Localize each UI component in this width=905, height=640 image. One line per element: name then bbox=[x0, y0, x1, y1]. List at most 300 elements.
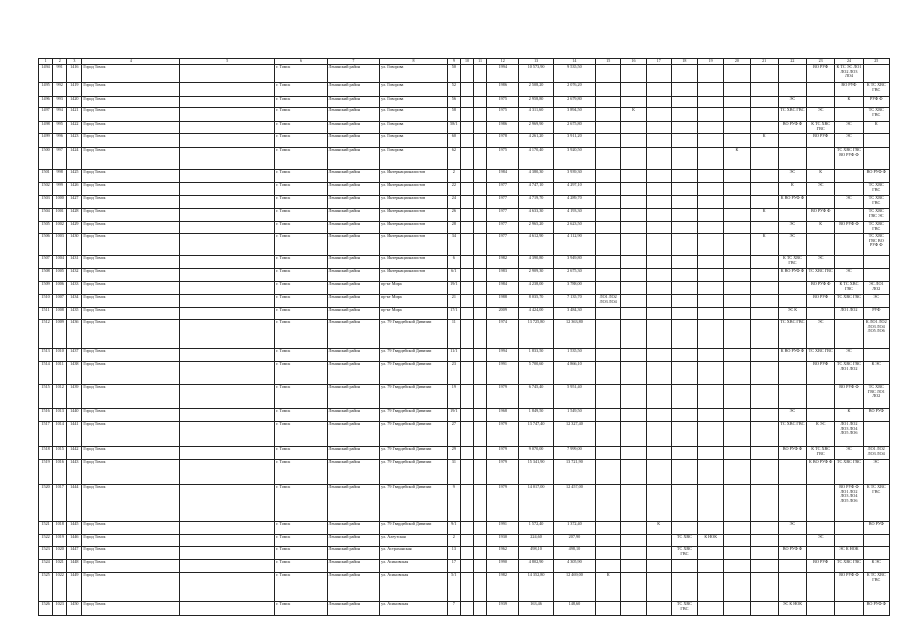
cell-col-1: 1501 bbox=[39, 170, 53, 183]
table-row bbox=[39, 83, 890, 97]
cell-col-16 bbox=[621, 209, 646, 222]
cell-col-4: Город Томск bbox=[82, 108, 180, 122]
cell-col-19 bbox=[698, 256, 724, 269]
cell-col-1: 1522 bbox=[39, 535, 53, 547]
cell-col-17 bbox=[646, 385, 671, 409]
cell-col-19 bbox=[698, 602, 724, 616]
cell-col-15 bbox=[596, 209, 621, 222]
cell-col-6: г. Томск bbox=[275, 447, 327, 460]
cell-col-10 bbox=[460, 522, 473, 535]
cell-col-18 bbox=[671, 560, 697, 573]
cell-col-7: Ленинский район bbox=[327, 134, 379, 148]
cell-col-24: ТС ХВС ГВС bbox=[835, 295, 863, 308]
cell-col-3: 1428 bbox=[67, 209, 82, 222]
cell-col-18 bbox=[671, 362, 697, 385]
cell-col-8: ул. Асиновская bbox=[380, 560, 448, 573]
cell-col-14: 3 939,30 bbox=[553, 170, 595, 183]
cell-col-1: 1495 bbox=[39, 83, 53, 97]
cell-col-9: 28 bbox=[447, 222, 460, 234]
cell-col-10 bbox=[460, 148, 473, 170]
cell-col-13: 5 700,60 bbox=[519, 362, 553, 385]
cell-col-8: ул. 79 Гвардейской Дивизии bbox=[380, 362, 448, 385]
cell-col-13: 2 965,20 bbox=[519, 222, 553, 234]
cell-col-14: 2 623,50 bbox=[553, 222, 595, 234]
cell-col-3: 1447 bbox=[67, 547, 82, 560]
cell-col-11 bbox=[474, 349, 487, 362]
column-header-15: 15 bbox=[596, 59, 621, 65]
table-row bbox=[39, 295, 890, 308]
cell-col-11 bbox=[474, 573, 487, 602]
cell-col-8: ул. 79 Гвардейской Дивизии bbox=[380, 349, 448, 362]
cell-col-4: Город Томск bbox=[82, 447, 180, 460]
cell-col-21 bbox=[750, 183, 778, 196]
cell-col-2: 1021 bbox=[53, 560, 67, 573]
cell-col-16 bbox=[621, 522, 646, 535]
cell-col-18 bbox=[671, 256, 697, 269]
cell-col-25: К ТС ХВС ГВС bbox=[863, 83, 889, 97]
cell-col-23 bbox=[807, 83, 835, 97]
cell-col-1: 1498 bbox=[39, 122, 53, 134]
cell-col-12: 1962 bbox=[487, 547, 519, 560]
cell-col-24 bbox=[835, 602, 863, 616]
cell-col-19 bbox=[698, 234, 724, 256]
cell-col-2: 1016 bbox=[53, 460, 67, 485]
cell-col-1: 1523 bbox=[39, 547, 53, 560]
cell-col-18 bbox=[671, 170, 697, 183]
cell-col-24: ТС ХВС ГВС ЛО1 ЛО2 bbox=[835, 362, 863, 385]
cell-col-4: Город Томск bbox=[82, 362, 180, 385]
cell-col-16 bbox=[621, 547, 646, 560]
cell-col-18 bbox=[671, 183, 697, 196]
cell-col-3: 1450 bbox=[67, 602, 82, 616]
cell-col-24 bbox=[835, 522, 863, 535]
cell-col-13: 4 380,30 bbox=[519, 170, 553, 183]
cell-col-12: 1979 bbox=[487, 485, 519, 522]
cell-col-5 bbox=[180, 295, 275, 308]
cell-col-2: 1000 bbox=[53, 196, 67, 209]
cell-col-23: ВО РУФ bbox=[807, 65, 835, 83]
cell-col-9: 23 bbox=[447, 362, 460, 385]
cell-col-5 bbox=[180, 320, 275, 349]
cell-col-7: Ленинский район bbox=[327, 234, 379, 256]
cell-col-25: ТС ХВС ГВС ЭС bbox=[863, 209, 889, 222]
cell-col-15 bbox=[596, 122, 621, 134]
cell-col-1: 1519 bbox=[39, 460, 53, 485]
cell-col-15 bbox=[596, 362, 621, 385]
cell-col-21 bbox=[750, 65, 778, 83]
cell-col-5 bbox=[180, 97, 275, 108]
table-row bbox=[39, 485, 890, 522]
table-row bbox=[39, 308, 890, 320]
cell-col-21: К bbox=[750, 134, 778, 148]
cell-col-4: Город Томск bbox=[82, 282, 180, 295]
register-table bbox=[38, 58, 890, 616]
cell-col-11 bbox=[474, 256, 487, 269]
cell-col-5 bbox=[180, 134, 275, 148]
cell-col-7: Ленинский район bbox=[327, 222, 379, 234]
cell-col-14: 7 135,70 bbox=[553, 295, 595, 308]
cell-col-12: 1984 bbox=[487, 282, 519, 295]
cell-col-3: 1426 bbox=[67, 183, 82, 196]
cell-col-5 bbox=[180, 170, 275, 183]
cell-col-9: 19/1 bbox=[447, 409, 460, 422]
cell-col-9: 17/1 bbox=[447, 308, 460, 320]
cell-col-19: К НОК bbox=[698, 535, 724, 547]
cell-col-3: 1434 bbox=[67, 295, 82, 308]
cell-col-19 bbox=[698, 222, 724, 234]
table-row bbox=[39, 234, 890, 256]
cell-col-3: 1429 bbox=[67, 222, 82, 234]
cell-col-10 bbox=[460, 134, 473, 148]
cell-col-1: 1520 bbox=[39, 485, 53, 522]
cell-col-19 bbox=[698, 409, 724, 422]
cell-col-19 bbox=[698, 97, 724, 108]
cell-col-6: г. Томск bbox=[275, 295, 327, 308]
cell-col-8: ул. 79 Гвардейской Дивизии bbox=[380, 460, 448, 485]
cell-col-17 bbox=[646, 65, 671, 83]
cell-col-5 bbox=[180, 122, 275, 134]
cell-col-6: г. Томск bbox=[275, 602, 327, 616]
cell-col-15 bbox=[596, 134, 621, 148]
cell-col-12: 1988 bbox=[487, 295, 519, 308]
cell-col-14: 3 920,50 bbox=[553, 148, 595, 170]
cell-col-7: Ленинский район bbox=[327, 295, 379, 308]
cell-col-24 bbox=[835, 234, 863, 256]
cell-col-18 bbox=[671, 97, 697, 108]
cell-col-3: 1430 bbox=[67, 234, 82, 256]
cell-col-2: 1018 bbox=[53, 522, 67, 535]
cell-col-12: 1977 bbox=[487, 196, 519, 209]
cell-col-12: 1986 bbox=[487, 122, 519, 134]
column-header-6: 6 bbox=[275, 59, 327, 65]
cell-col-12: 1991 bbox=[487, 362, 519, 385]
cell-col-18: ТС ХВС ГВС bbox=[671, 547, 697, 560]
cell-col-12: 1977 bbox=[487, 222, 519, 234]
cell-col-18: ТС ХВС ГВС bbox=[671, 602, 697, 616]
cell-col-17 bbox=[646, 422, 671, 447]
cell-col-21 bbox=[750, 122, 778, 134]
cell-col-25: К ТС ХВС ГВС bbox=[863, 485, 889, 522]
cell-col-16 bbox=[621, 362, 646, 385]
cell-col-12: 1977 bbox=[487, 234, 519, 256]
cell-col-16 bbox=[621, 602, 646, 616]
cell-col-3: 1438 bbox=[67, 362, 82, 385]
cell-col-1: 1515 bbox=[39, 385, 53, 409]
cell-col-19 bbox=[698, 460, 724, 485]
cell-col-2: 1003 bbox=[53, 234, 67, 256]
cell-col-15 bbox=[596, 522, 621, 535]
cell-col-15 bbox=[596, 234, 621, 256]
cell-col-21 bbox=[750, 447, 778, 460]
cell-col-18 bbox=[671, 209, 697, 222]
cell-col-7: Ленинский район bbox=[327, 183, 379, 196]
cell-col-15 bbox=[596, 282, 621, 295]
cell-col-13: 163,46 bbox=[519, 602, 553, 616]
cell-col-8: ул. Говорова bbox=[380, 134, 448, 148]
cell-col-23 bbox=[807, 234, 835, 256]
cell-col-10 bbox=[460, 282, 473, 295]
cell-col-24: ЭС К НОК bbox=[835, 547, 863, 560]
cell-col-21: К bbox=[750, 209, 778, 222]
cell-col-7: Ленинский район bbox=[327, 573, 379, 602]
cell-col-2: 1007 bbox=[53, 295, 67, 308]
cell-col-21 bbox=[750, 222, 778, 234]
cell-col-18 bbox=[671, 385, 697, 409]
cell-col-11 bbox=[474, 269, 487, 282]
cell-col-15 bbox=[596, 602, 621, 616]
cell-col-25: ВО РУФ Ф bbox=[863, 602, 889, 616]
cell-col-25 bbox=[863, 65, 889, 83]
cell-col-14: 498,10 bbox=[553, 547, 595, 560]
cell-col-17 bbox=[646, 183, 671, 196]
cell-col-5 bbox=[180, 560, 275, 573]
cell-col-4: Город Томск bbox=[82, 209, 180, 222]
cell-col-25 bbox=[863, 134, 889, 148]
cell-col-20 bbox=[724, 295, 750, 308]
cell-col-16: К bbox=[621, 108, 646, 122]
cell-col-15 bbox=[596, 148, 621, 170]
cell-col-4: Город Томск bbox=[82, 308, 180, 320]
cell-col-22 bbox=[778, 573, 806, 602]
cell-col-21 bbox=[750, 269, 778, 282]
column-header-14: 14 bbox=[553, 59, 595, 65]
cell-col-7: Ленинский район bbox=[327, 409, 379, 422]
cell-col-23 bbox=[807, 573, 835, 602]
cell-col-18 bbox=[671, 422, 697, 447]
cell-col-6: г. Томск bbox=[275, 560, 327, 573]
cell-col-8: ул. 79 Гвардейской Дивизии bbox=[380, 409, 448, 422]
cell-col-1: 1513 bbox=[39, 349, 53, 362]
cell-col-2: 992 bbox=[53, 83, 67, 97]
cell-col-10 bbox=[460, 256, 473, 269]
cell-col-21 bbox=[750, 320, 778, 349]
cell-col-10 bbox=[460, 385, 473, 409]
cell-col-25: ЛО1 ЛО2 ЛО3 ЛО4 bbox=[863, 447, 889, 460]
cell-col-6: г. Томск bbox=[275, 308, 327, 320]
cell-col-21 bbox=[750, 385, 778, 409]
cell-col-7: Ленинский район bbox=[327, 256, 379, 269]
cell-col-25: ВО РУФ bbox=[863, 409, 889, 422]
table-row bbox=[39, 560, 890, 573]
cell-col-3: 1423 bbox=[67, 134, 82, 148]
cell-col-15 bbox=[596, 560, 621, 573]
cell-col-23 bbox=[807, 602, 835, 616]
cell-col-8: ул. Интернационалистов bbox=[380, 183, 448, 196]
cell-col-5 bbox=[180, 83, 275, 97]
cell-col-12: 1977 bbox=[487, 183, 519, 196]
cell-col-6: г. Томск bbox=[275, 148, 327, 170]
cell-col-19 bbox=[698, 547, 724, 560]
cell-col-4: Город Томск bbox=[82, 485, 180, 522]
cell-col-2: 1017 bbox=[53, 485, 67, 522]
cell-col-2: 1008 bbox=[53, 308, 67, 320]
register-sheet bbox=[38, 58, 890, 616]
cell-col-12: 1968 bbox=[487, 409, 519, 422]
cell-col-8: ул. Интернационалистов bbox=[380, 269, 448, 282]
cell-col-9: 60 bbox=[447, 134, 460, 148]
cell-col-13: 4 311,60 bbox=[519, 108, 553, 122]
cell-col-13: 4 390,80 bbox=[519, 256, 553, 269]
cell-col-9: 11/1 bbox=[447, 349, 460, 362]
cell-col-3: 1441 bbox=[67, 422, 82, 447]
cell-col-6: г. Томск bbox=[275, 269, 327, 282]
cell-col-14: 2 076,20 bbox=[553, 83, 595, 97]
cell-col-2: 1002 bbox=[53, 222, 67, 234]
cell-col-16 bbox=[621, 308, 646, 320]
cell-col-3: 1444 bbox=[67, 485, 82, 522]
cell-col-15 bbox=[596, 108, 621, 122]
table-row bbox=[39, 573, 890, 602]
cell-col-3: 1448 bbox=[67, 560, 82, 573]
cell-col-3: 1416 bbox=[67, 65, 82, 83]
cell-col-2: 1022 bbox=[53, 573, 67, 602]
cell-col-16 bbox=[621, 269, 646, 282]
cell-col-24: ВО РУФ bbox=[835, 83, 863, 97]
cell-col-16 bbox=[621, 573, 646, 602]
cell-col-7: Ленинский район bbox=[327, 535, 379, 547]
cell-col-5 bbox=[180, 148, 275, 170]
cell-col-17 bbox=[646, 269, 671, 282]
cell-col-23: ЭС bbox=[807, 320, 835, 349]
cell-col-9: 52 bbox=[447, 83, 460, 97]
cell-col-17 bbox=[646, 447, 671, 460]
cell-col-17 bbox=[646, 409, 671, 422]
cell-col-12: 1979 bbox=[487, 460, 519, 485]
cell-col-23: ЭС bbox=[807, 256, 835, 269]
cell-col-20 bbox=[724, 447, 750, 460]
cell-col-2: 1005 bbox=[53, 269, 67, 282]
cell-col-14: 2 679,80 bbox=[553, 97, 595, 108]
cell-col-17 bbox=[646, 602, 671, 616]
cell-col-18 bbox=[671, 308, 697, 320]
cell-col-10 bbox=[460, 83, 473, 97]
cell-col-22: ЭС bbox=[778, 222, 806, 234]
table-row bbox=[39, 148, 890, 170]
cell-col-4: Город Томск bbox=[82, 547, 180, 560]
cell-col-20 bbox=[724, 282, 750, 295]
cell-col-21 bbox=[750, 535, 778, 547]
cell-col-8: ул. Астраханская bbox=[380, 547, 448, 560]
cell-col-11 bbox=[474, 148, 487, 170]
cell-col-22: ЭС bbox=[778, 522, 806, 535]
cell-col-14: 4 112,90 bbox=[553, 234, 595, 256]
cell-col-23 bbox=[807, 148, 835, 170]
cell-col-24: ЭС bbox=[835, 447, 863, 460]
cell-col-11 bbox=[474, 170, 487, 183]
cell-col-22 bbox=[778, 560, 806, 573]
cell-col-9: 2 bbox=[447, 170, 460, 183]
cell-col-1: 1500 bbox=[39, 148, 53, 170]
cell-col-9: 27 bbox=[447, 422, 460, 447]
cell-col-6: г. Томск bbox=[275, 547, 327, 560]
cell-col-19 bbox=[698, 196, 724, 209]
cell-col-4: Город Томск bbox=[82, 183, 180, 196]
cell-col-7: Ленинский район bbox=[327, 362, 379, 385]
cell-col-4: Город Томск bbox=[82, 234, 180, 256]
table-row bbox=[39, 385, 890, 409]
cell-col-22 bbox=[778, 460, 806, 485]
cell-col-3: 1435 bbox=[67, 308, 82, 320]
cell-col-8: ул. Интернационалистов bbox=[380, 209, 448, 222]
column-header-21: 21 bbox=[750, 59, 778, 65]
table-row bbox=[39, 522, 890, 535]
cell-col-13: 6 745,40 bbox=[519, 385, 553, 409]
cell-col-22 bbox=[778, 209, 806, 222]
cell-col-22 bbox=[778, 282, 806, 295]
cell-col-9: 31 bbox=[447, 460, 460, 485]
cell-col-9: 19 bbox=[447, 385, 460, 409]
table-row bbox=[39, 256, 890, 269]
cell-col-5 bbox=[180, 602, 275, 616]
cell-col-25 bbox=[863, 349, 889, 362]
cell-col-7: Ленинский район bbox=[327, 170, 379, 183]
cell-col-3: 1440 bbox=[67, 409, 82, 422]
cell-col-22: ЭС К bbox=[778, 308, 806, 320]
cell-col-2: 1012 bbox=[53, 385, 67, 409]
cell-col-20 bbox=[724, 573, 750, 602]
cell-col-20 bbox=[724, 134, 750, 148]
cell-col-9: 22 bbox=[447, 183, 460, 196]
cell-col-11 bbox=[474, 282, 487, 295]
cell-col-10 bbox=[460, 122, 473, 134]
cell-col-3: 1436 bbox=[67, 320, 82, 349]
cell-col-19 bbox=[698, 83, 724, 97]
cell-col-11 bbox=[474, 362, 487, 385]
cell-col-6: г. Томск bbox=[275, 122, 327, 134]
cell-col-7: Ленинский район bbox=[327, 122, 379, 134]
cell-col-14: 1 549,50 bbox=[553, 409, 595, 422]
cell-col-19 bbox=[698, 282, 724, 295]
cell-col-1: 1512 bbox=[39, 320, 53, 349]
cell-col-13: 2 508,20 bbox=[519, 83, 553, 97]
cell-col-24 bbox=[835, 256, 863, 269]
cell-col-15 bbox=[596, 320, 621, 349]
cell-col-13: 2 958,80 bbox=[519, 97, 553, 108]
cell-col-11 bbox=[474, 308, 487, 320]
cell-col-25 bbox=[863, 256, 889, 269]
cell-col-3: 1424 bbox=[67, 148, 82, 170]
cell-col-22: ТС ХВС ГВС bbox=[778, 422, 806, 447]
cell-col-25: ТС ХВС ГВС bbox=[863, 183, 889, 196]
cell-col-19 bbox=[698, 170, 724, 183]
table-row bbox=[39, 209, 890, 222]
cell-col-16 bbox=[621, 349, 646, 362]
cell-col-11 bbox=[474, 320, 487, 349]
cell-col-5 bbox=[180, 209, 275, 222]
cell-col-24 bbox=[835, 535, 863, 547]
cell-col-15 bbox=[596, 422, 621, 447]
cell-col-12: 1975 bbox=[487, 97, 519, 108]
cell-col-1: 1502 bbox=[39, 183, 53, 196]
cell-col-6: г. Томск bbox=[275, 282, 327, 295]
cell-col-16 bbox=[621, 97, 646, 108]
cell-col-22 bbox=[778, 148, 806, 170]
cell-col-24: ТС ХВС ГВС bbox=[835, 460, 863, 485]
cell-col-16 bbox=[621, 485, 646, 522]
cell-col-21: К bbox=[750, 234, 778, 256]
cell-col-11 bbox=[474, 602, 487, 616]
cell-col-15 bbox=[596, 409, 621, 422]
cell-col-13: 15 341,90 bbox=[519, 460, 553, 485]
cell-col-10 bbox=[460, 308, 473, 320]
table-row bbox=[39, 547, 890, 560]
cell-col-17 bbox=[646, 485, 671, 522]
cell-col-7: Ленинский район bbox=[327, 282, 379, 295]
cell-col-12: 1982 bbox=[487, 573, 519, 602]
cell-col-21 bbox=[750, 349, 778, 362]
cell-col-21 bbox=[750, 196, 778, 209]
cell-col-25: ВО РУФ bbox=[863, 522, 889, 535]
